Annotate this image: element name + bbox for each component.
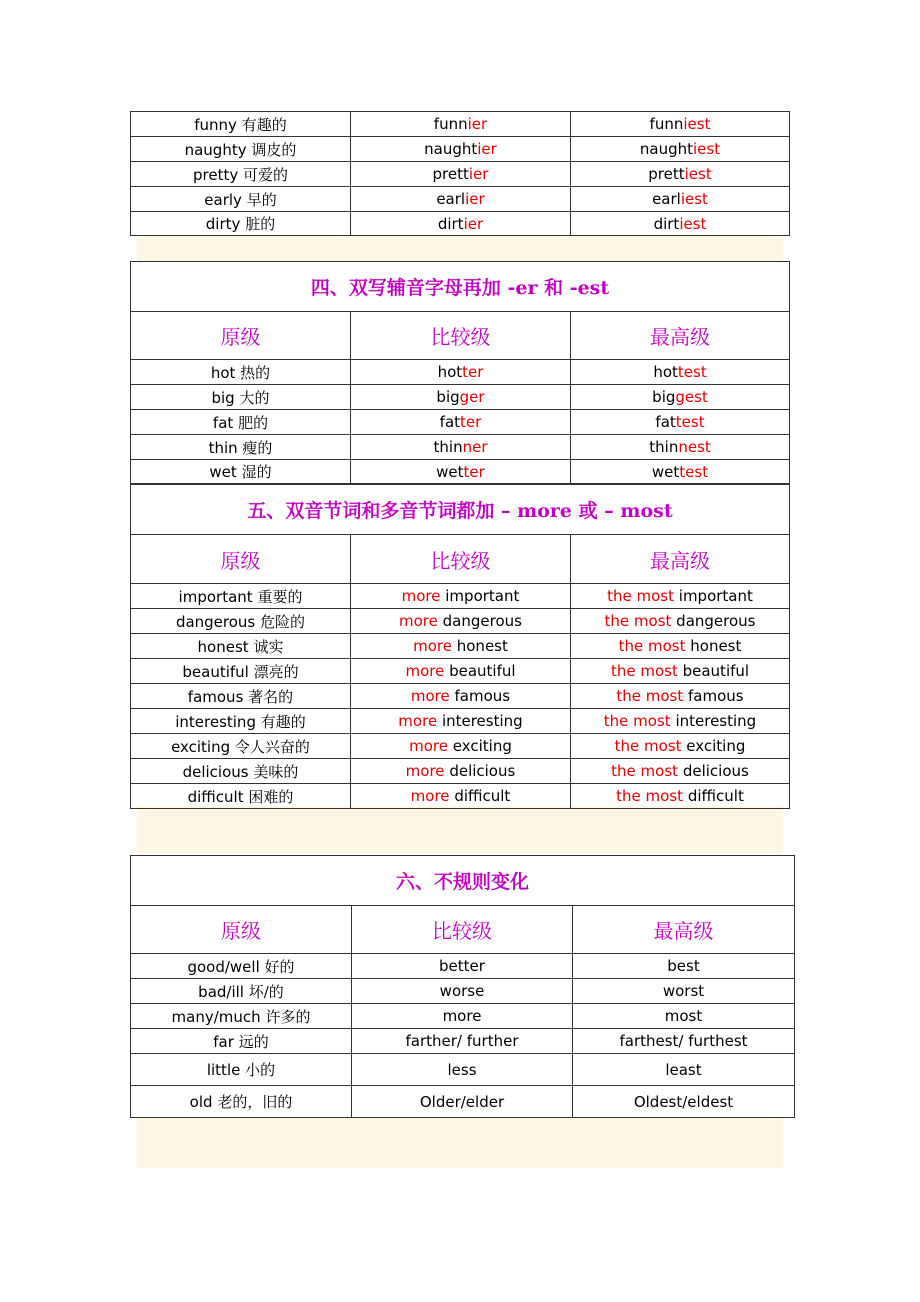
word-suffix: ier — [465, 190, 485, 208]
word-suffix: iest — [684, 165, 712, 183]
more-keyword: more — [401, 587, 441, 605]
superlative-cell — [571, 112, 790, 137]
section-title: 四、双写辅音字母再加 -er 和 -est — [131, 262, 790, 312]
chinese-meaning: 困难的 — [248, 787, 294, 806]
comparative-cell — [351, 684, 571, 709]
chinese-meaning: 早的 — [246, 190, 277, 209]
base-word: exciting — [686, 737, 746, 755]
table-more-most — [130, 484, 790, 809]
superlative-cell — [571, 162, 790, 187]
word-stem: funn — [649, 115, 684, 133]
base-word: interesting — [675, 712, 757, 730]
base-word: dangerous — [175, 612, 256, 631]
base-word: funny — [194, 115, 237, 134]
word-suffix: test — [677, 363, 707, 381]
base-word: honest — [690, 637, 742, 655]
base-word: naughty — [184, 140, 247, 159]
word-suffix: ier — [468, 165, 489, 183]
chinese-meaning: 远的 — [238, 1032, 269, 1051]
base-form-cell — [131, 435, 351, 460]
table-row — [131, 659, 790, 684]
more-keyword: more — [398, 712, 438, 730]
base-word: good/well — [187, 957, 260, 976]
comparative-cell: Older/elder — [352, 1086, 573, 1118]
base-word: exciting — [171, 737, 231, 756]
word-suffix: ier — [477, 140, 497, 158]
table-row — [131, 410, 790, 435]
more-keyword: more — [399, 612, 438, 630]
the-most-keyword: the most — [616, 787, 684, 805]
word-suffix: ier — [463, 214, 484, 233]
the-most-keyword: the most — [614, 737, 682, 755]
chinese-meaning: 著名的 — [248, 687, 294, 706]
word-suffix: ter — [463, 462, 485, 481]
table-y-to-ier — [130, 111, 790, 236]
comparative-cell — [351, 659, 571, 684]
table-row — [131, 709, 790, 734]
base-word: interesting — [441, 712, 523, 730]
comparative-cell — [351, 360, 571, 385]
superlative-cell: worst — [573, 979, 795, 1004]
comparative-cell — [351, 112, 571, 137]
base-word: interesting — [175, 712, 256, 731]
base-word: beautiful — [449, 662, 516, 680]
background-strip — [137, 1118, 783, 1168]
chinese-meaning: 调皮的 — [251, 140, 297, 159]
superlative-cell — [571, 584, 790, 609]
more-keyword: more — [413, 637, 452, 655]
comparative-cell — [351, 385, 571, 410]
base-word: important — [178, 587, 253, 606]
superlative-cell: Oldest/eldest — [573, 1086, 795, 1118]
table-row — [131, 1004, 795, 1029]
word-stem: funn — [433, 115, 468, 133]
base-form-cell — [131, 1029, 352, 1054]
superlative-cell — [571, 460, 790, 484]
word-stem: wet — [651, 462, 680, 481]
chinese-meaning: 肥的 — [238, 413, 269, 432]
comparative-cell — [351, 734, 571, 759]
chinese-meaning: 热的 — [240, 363, 271, 382]
word-stem: fat — [439, 413, 461, 431]
superlative-cell — [571, 784, 790, 809]
chinese-meaning: 有趣的 — [241, 115, 287, 134]
chinese-meaning: 美味的 — [253, 762, 299, 781]
base-form-cell — [131, 734, 351, 759]
base-form-cell — [131, 954, 352, 979]
comparative-cell: better — [352, 954, 573, 979]
chinese-meaning: 坏/的 — [248, 982, 284, 1001]
base-word: difficult — [187, 787, 244, 806]
comparative-cell — [351, 212, 571, 236]
background-strip — [137, 806, 783, 854]
base-word: pretty — [192, 165, 239, 184]
base-form-cell — [131, 212, 351, 236]
table-row — [131, 460, 790, 484]
table-row — [131, 784, 790, 809]
comparative-cell — [351, 709, 571, 734]
chinese-meaning: 小的 — [245, 1061, 276, 1079]
header-comparative: 比较级 — [351, 312, 571, 360]
base-word: delicious — [449, 762, 516, 780]
word-stem: dirt — [437, 214, 464, 233]
table-body — [131, 485, 790, 809]
base-form-cell — [131, 634, 351, 659]
table-row — [131, 734, 790, 759]
base-word: thin — [208, 438, 238, 457]
comparative-cell — [351, 784, 571, 809]
word-suffix: ter — [462, 363, 484, 381]
comparative-cell — [351, 584, 571, 609]
chinese-meaning: 好的 — [264, 957, 295, 976]
comparative-cell: more — [352, 1004, 573, 1029]
word-suffix: test — [679, 462, 709, 481]
base-word: bad/ill — [198, 982, 244, 1001]
comparative-cell: farther/ further — [352, 1029, 573, 1054]
base-form-cell — [131, 659, 351, 684]
the-most-keyword: the most — [618, 637, 686, 655]
word-stem: earl — [436, 190, 466, 208]
header-base: 原级 — [131, 535, 351, 584]
base-word: honest — [456, 637, 508, 655]
base-form-cell — [131, 584, 351, 609]
table-row — [131, 162, 790, 187]
table-row — [131, 1086, 795, 1118]
base-word: delicious — [182, 762, 249, 781]
word-stem: big — [436, 388, 460, 406]
comparative-cell — [351, 137, 571, 162]
more-keyword: more — [409, 737, 448, 755]
base-word: important — [678, 587, 753, 605]
superlative-cell — [571, 684, 790, 709]
base-form-cell — [131, 1004, 352, 1029]
header-superlative: 最高级 — [573, 906, 795, 954]
table-row — [131, 137, 790, 162]
comparative-cell — [351, 609, 571, 634]
base-word: delicious — [682, 762, 749, 780]
superlative-cell: best — [573, 954, 795, 979]
base-word: fat — [212, 413, 234, 432]
base-form-cell — [131, 162, 351, 187]
base-word: early — [204, 190, 242, 209]
base-form-cell — [131, 410, 351, 435]
base-word: important — [445, 587, 520, 605]
the-most-keyword: the most — [611, 762, 679, 780]
base-word: famous — [454, 687, 511, 705]
table-body — [131, 262, 790, 484]
table-row — [131, 979, 795, 1004]
word-stem: fat — [655, 413, 676, 431]
base-word: many/much — [171, 1007, 261, 1026]
background-strip — [137, 236, 783, 261]
more-keyword: more — [410, 787, 450, 805]
table-row — [131, 1054, 795, 1086]
base-form-cell — [131, 979, 352, 1004]
base-word: famous — [187, 687, 244, 706]
chinese-meaning: 诚实 — [253, 637, 284, 656]
chinese-meaning: 漂亮的 — [253, 662, 299, 681]
word-stem: naught — [639, 140, 694, 158]
word-suffix: iest — [680, 190, 708, 208]
more-keyword: more — [410, 687, 450, 705]
word-suffix: nest — [678, 438, 711, 456]
word-stem: big — [652, 388, 676, 406]
base-form-cell — [131, 759, 351, 784]
table-body — [131, 856, 795, 1118]
word-stem: wet — [436, 462, 464, 481]
word-stem: hot — [437, 363, 463, 381]
base-form-cell — [131, 709, 351, 734]
base-word: famous — [688, 687, 744, 705]
comparative-cell — [351, 634, 571, 659]
word-suffix: iest — [683, 115, 711, 133]
table-row — [131, 385, 790, 410]
superlative-cell — [571, 360, 790, 385]
base-form-cell — [131, 1054, 352, 1086]
word-suffix: ter — [460, 413, 482, 431]
header-base: 原级 — [131, 312, 351, 360]
header-superlative: 最高级 — [571, 312, 790, 360]
chinese-meaning: 令人兴奋的 — [234, 737, 310, 756]
chinese-meaning: 脏的 — [245, 215, 276, 233]
superlative-cell — [571, 659, 790, 684]
word-stem: earl — [652, 190, 681, 208]
table-row — [131, 634, 790, 659]
table-body — [131, 112, 790, 236]
base-form-cell — [131, 460, 351, 484]
base-word: far — [213, 1032, 234, 1051]
superlative-cell — [571, 634, 790, 659]
word-suffix: ier — [467, 115, 488, 133]
base-form-cell — [131, 137, 351, 162]
base-word: beautiful — [182, 662, 249, 681]
word-suffix: ger — [459, 388, 485, 406]
chinese-meaning: 瘦的 — [242, 438, 273, 457]
table-row — [131, 684, 790, 709]
chinese-meaning: 许多的 — [265, 1007, 311, 1026]
table-row — [131, 212, 790, 236]
word-stem: prett — [432, 165, 469, 183]
table-row — [131, 584, 790, 609]
comparative-cell — [351, 435, 571, 460]
chinese-meaning: 重要的 — [257, 587, 303, 606]
table-row — [131, 435, 790, 460]
word-suffix: iest — [679, 214, 707, 233]
base-word: wet — [209, 463, 237, 481]
superlative-cell — [571, 609, 790, 634]
word-suffix: test — [675, 413, 705, 431]
base-word: difficult — [687, 787, 744, 805]
base-form-cell — [131, 112, 351, 137]
superlative-cell — [571, 212, 790, 236]
table-row — [131, 609, 790, 634]
word-stem: prett — [648, 165, 685, 183]
the-most-keyword: the most — [603, 712, 671, 730]
comparative-cell — [351, 410, 571, 435]
base-word: dangerous — [442, 612, 522, 630]
table-double-consonant — [130, 261, 790, 484]
word-suffix: ner — [462, 438, 488, 456]
table-irregular — [130, 855, 795, 1118]
chinese-meaning: 老的，旧的 — [217, 1093, 293, 1111]
chinese-meaning: 危险的 — [260, 612, 306, 631]
superlative-cell — [571, 187, 790, 212]
chinese-meaning: 大的 — [239, 388, 270, 407]
comparative-cell: less — [352, 1054, 573, 1086]
base-form-cell — [131, 609, 351, 634]
comparative-cell — [351, 460, 571, 484]
table-row — [131, 759, 790, 784]
base-form-cell — [131, 360, 351, 385]
word-stem: hot — [653, 363, 678, 381]
base-form-cell — [131, 1086, 352, 1118]
table-row — [131, 954, 795, 979]
base-word: dirty — [205, 215, 241, 233]
chinese-meaning: 可爱的 — [243, 165, 289, 184]
header-superlative: 最高级 — [571, 535, 790, 584]
comparative-cell — [351, 187, 571, 212]
superlative-cell — [571, 385, 790, 410]
superlative-cell: least — [573, 1054, 795, 1086]
section-title: 六、不规则变化 — [131, 856, 795, 906]
the-most-keyword: the most — [607, 587, 674, 605]
superlative-cell: farthest/ furthest — [573, 1029, 795, 1054]
word-suffix: iest — [693, 140, 721, 158]
the-most-keyword: the most — [610, 662, 678, 680]
base-form-cell — [131, 385, 351, 410]
comparative-cell — [351, 759, 571, 784]
table-row — [131, 1029, 795, 1054]
word-stem: thin — [649, 438, 679, 456]
base-form-cell — [131, 187, 351, 212]
comparative-cell: worse — [352, 979, 573, 1004]
superlative-cell — [571, 435, 790, 460]
chinese-meaning: 有趣的 — [260, 712, 306, 731]
word-stem: naught — [424, 140, 478, 158]
base-word: little — [206, 1061, 241, 1079]
header-comparative: 比较级 — [351, 535, 571, 584]
superlative-cell — [571, 709, 790, 734]
base-word: beautiful — [682, 662, 750, 680]
the-most-keyword: the most — [616, 687, 684, 705]
header-base: 原级 — [131, 906, 352, 954]
base-word: old — [189, 1093, 213, 1111]
base-form-cell — [131, 684, 351, 709]
table-row — [131, 112, 790, 137]
base-word: honest — [197, 637, 249, 656]
more-keyword: more — [405, 662, 445, 680]
base-word: difficult — [454, 787, 511, 805]
more-keyword: more — [405, 762, 445, 780]
chinese-meaning: 湿的 — [241, 463, 272, 481]
base-word: dangerous — [676, 612, 756, 630]
base-form-cell — [131, 784, 351, 809]
superlative-cell: most — [573, 1004, 795, 1029]
header-comparative: 比较级 — [352, 906, 573, 954]
superlative-cell — [571, 759, 790, 784]
base-word: hot — [210, 363, 236, 382]
word-stem: thin — [433, 438, 463, 456]
the-most-keyword: the most — [604, 612, 672, 630]
superlative-cell — [571, 734, 790, 759]
word-stem: dirt — [653, 214, 680, 233]
section-title: 五、双音节词和多音节词都加 – more 或 – most — [131, 485, 790, 535]
word-suffix: gest — [675, 388, 708, 406]
table-row — [131, 187, 790, 212]
superlative-cell — [571, 137, 790, 162]
table-row — [131, 360, 790, 385]
base-word: exciting — [452, 737, 512, 755]
comparative-cell — [351, 162, 571, 187]
base-word: big — [211, 388, 235, 407]
superlative-cell — [571, 410, 790, 435]
